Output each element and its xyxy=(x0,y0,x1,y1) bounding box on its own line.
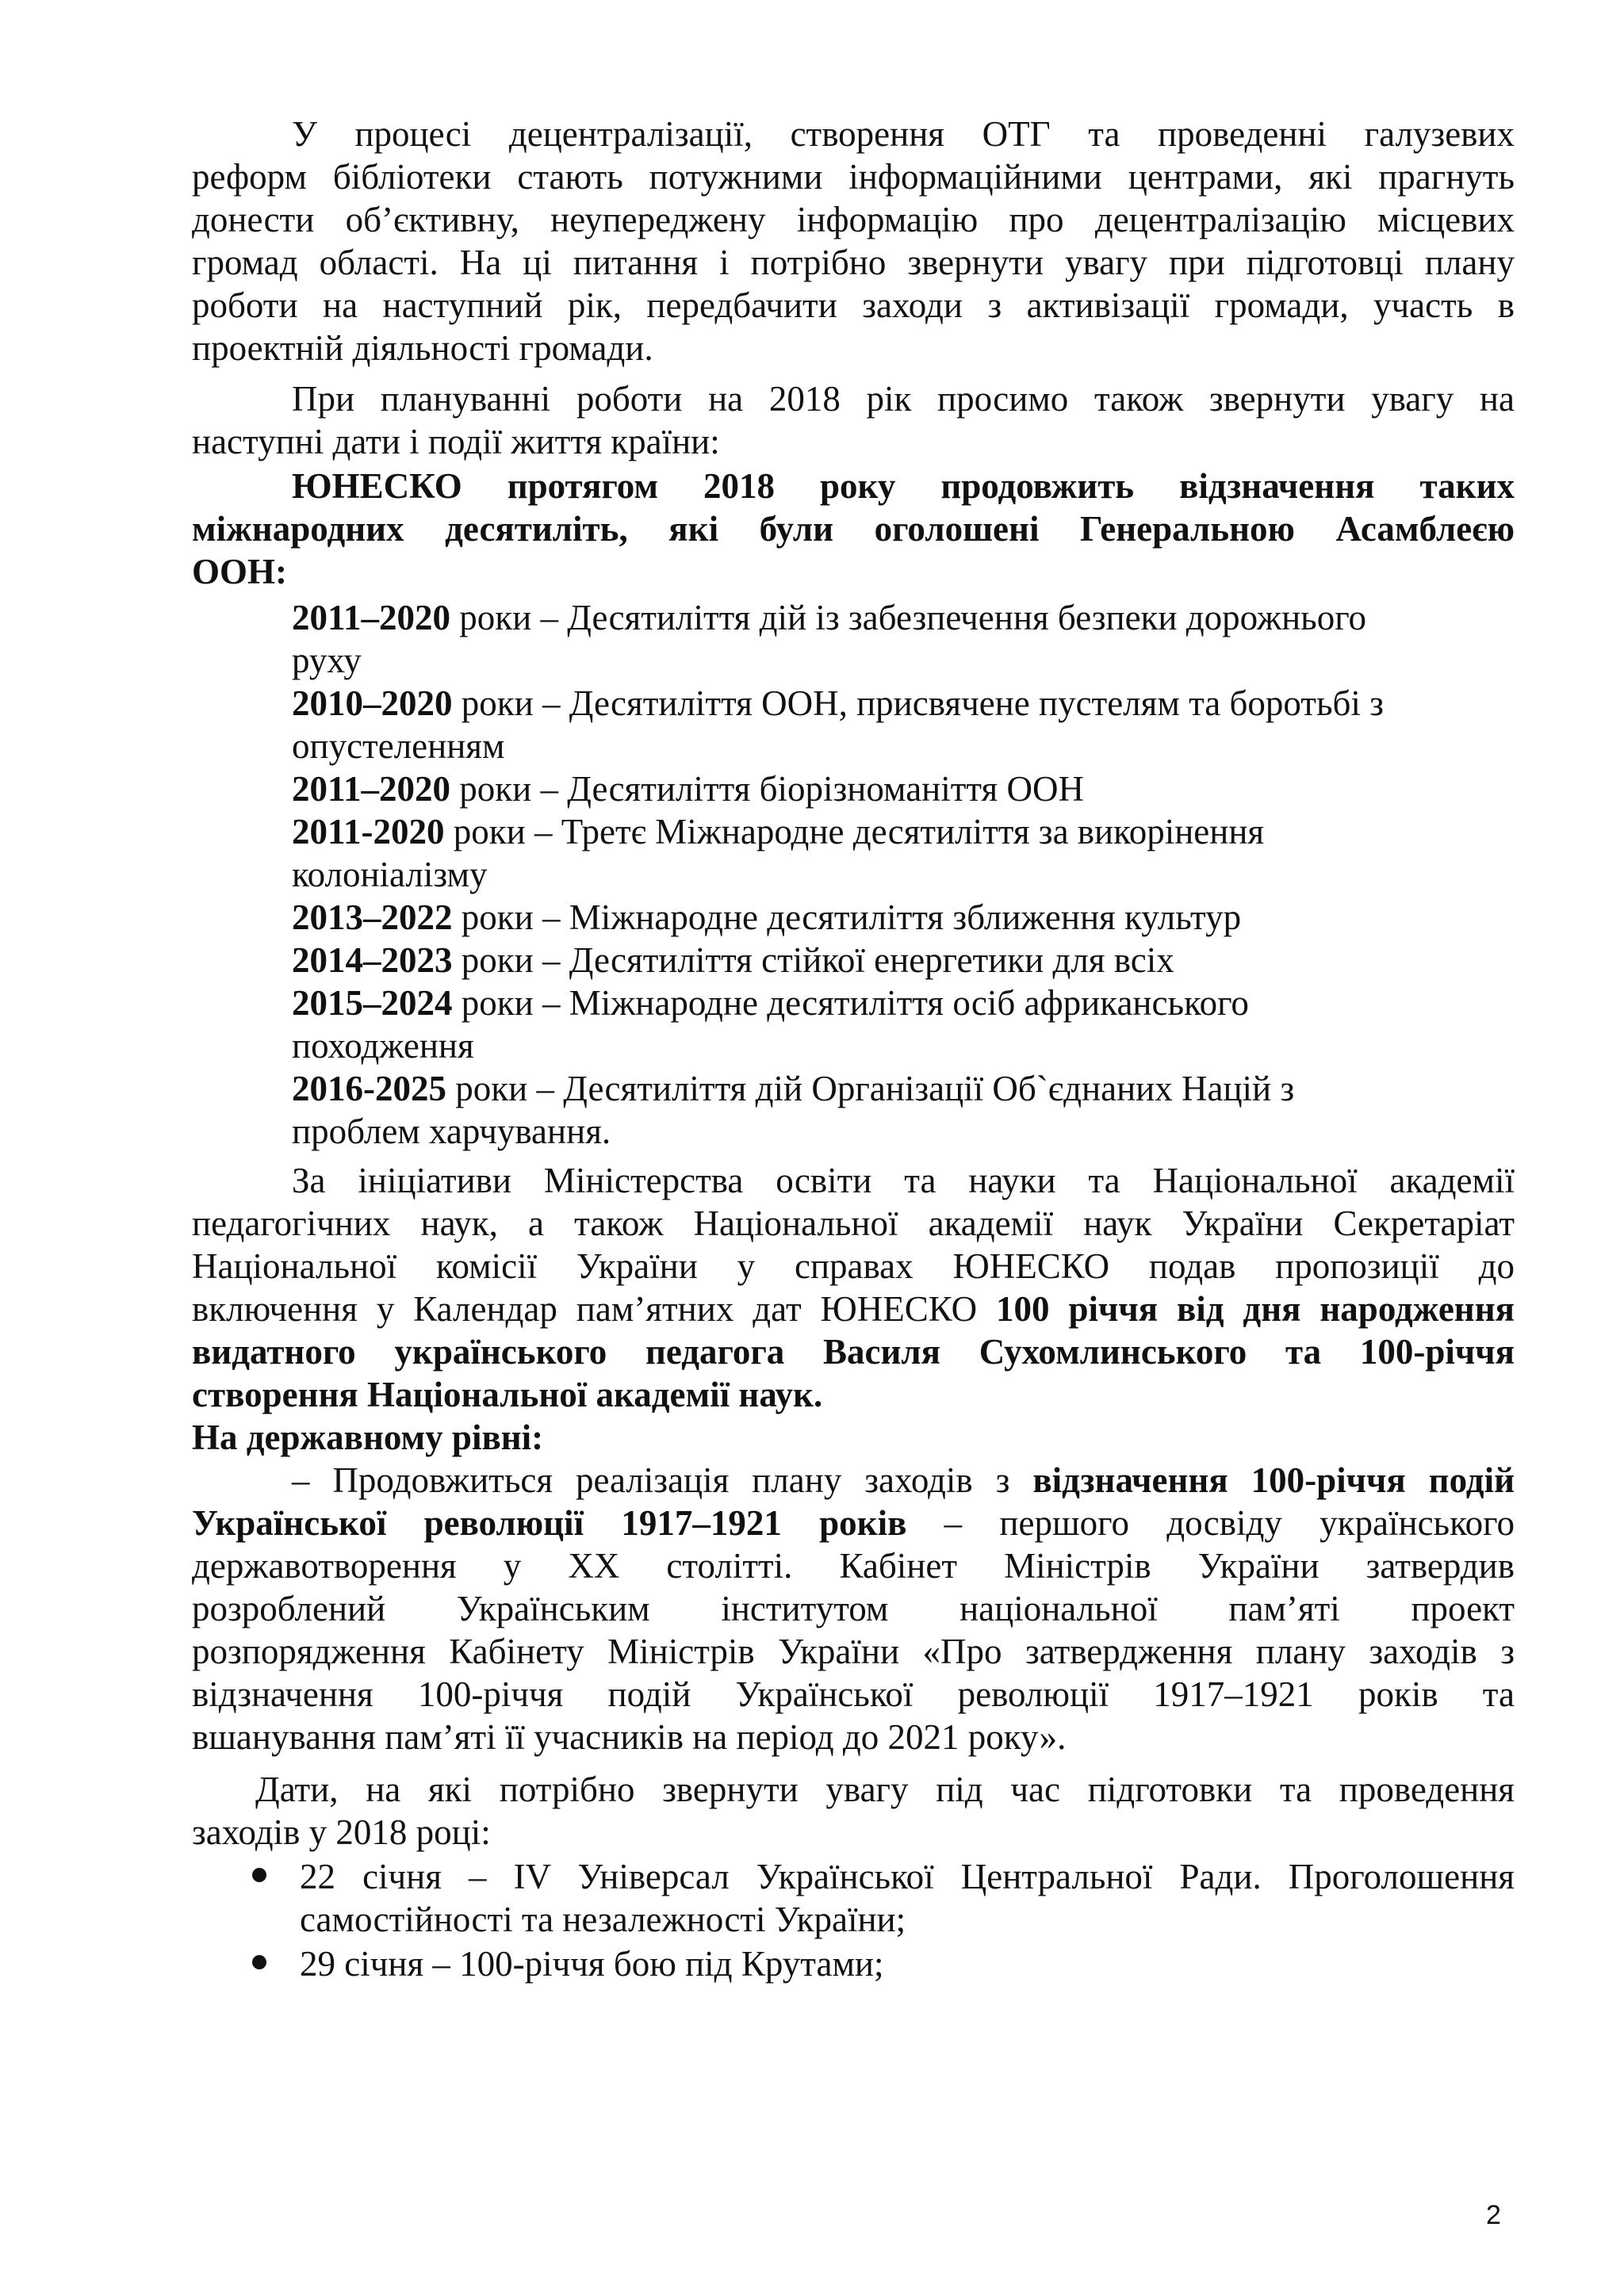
text-line: опустеленням xyxy=(292,726,505,766)
text-run: – першого досвіду українського xyxy=(906,1503,1515,1543)
list-item-text xyxy=(300,1942,1515,1985)
decade-years: 2016-2025 xyxy=(292,1069,446,1108)
text-line xyxy=(292,939,1481,982)
text-line: руху xyxy=(292,641,362,680)
text-line: Дати, на які потрібно звернути увагу під час підготовки та проведення xyxy=(255,1770,1515,1809)
text-line xyxy=(292,682,1481,725)
text-line: заходів у 2018 році: xyxy=(192,1812,491,1852)
text-line: міжнародних десятиліть, які були оголошені Генеральною Асамблеєю xyxy=(192,509,1515,549)
text-line: ЮНЕСКО протягом 2018 року продовжить відзначення таких xyxy=(292,466,1515,506)
text-line: 29 січня – 100-річчя бою під Крутами; xyxy=(300,1944,884,1984)
decade-item xyxy=(292,682,1481,767)
decade-title: роки – Десятиліття дій із забезпечення безпеки дорожнього xyxy=(450,598,1367,637)
decades-list xyxy=(292,596,1481,1153)
text-line xyxy=(192,1459,1515,1502)
text-line xyxy=(292,810,1481,853)
text-line xyxy=(292,596,1481,639)
decade-years: 2011–2020 xyxy=(292,598,451,637)
text-line: наступні дати і події життя країни: xyxy=(192,422,720,461)
text-line: розроблений Українським інститутом національної пам’яті проект xyxy=(192,1589,1515,1628)
decade-years: 2013–2022 xyxy=(292,897,453,937)
paragraph-initiative xyxy=(192,1159,1515,1416)
decade-title: роки – Третє Міжнародне десятиліття за викорінення xyxy=(444,812,1265,851)
text-line: проблем харчування. xyxy=(292,1112,611,1151)
text-line xyxy=(192,1502,1515,1544)
decade-item xyxy=(292,596,1481,682)
text-line xyxy=(292,896,1481,939)
text-line: На державному рівні: xyxy=(192,1418,544,1457)
text-line: донести об’єктивну, неупереджену інформацію про децентралізацію місцевих xyxy=(192,200,1515,239)
text-line: вшанування пам’яті її учасників на період до 2021 року». xyxy=(192,1717,1067,1757)
text-line xyxy=(292,982,1481,1024)
text-run: – Продовжиться реалізація плану заходів з xyxy=(292,1460,1033,1500)
text-line: державотворення у ХХ столітті. Кабінет Міністрів України затвердив xyxy=(192,1546,1515,1586)
decade-title: роки – Міжнародне десятиліття зближення культур xyxy=(452,897,1242,937)
decade-title: роки – Десятиліття дій Організації Об`єднаних Націй з xyxy=(446,1069,1295,1108)
text-line: походження xyxy=(292,1026,474,1066)
text-run-bold: 100 річчя від дня народження xyxy=(996,1289,1515,1329)
text-line: При плануванні роботи на 2018 рік просимо також звернути увагу на xyxy=(292,379,1515,419)
decade-item xyxy=(292,939,1481,982)
text-line: За ініціативи Міністерства освіти та науки та Національної академії xyxy=(292,1161,1515,1200)
text-line: роботи на наступний рік, передбачити заходи з активізації громади, участь в xyxy=(192,285,1515,325)
decade-item xyxy=(292,810,1481,896)
text-line: реформ бібліотеки стають потужними інформаційними центрами, які прагнуть xyxy=(192,157,1515,197)
decade-item xyxy=(292,1067,1481,1153)
decade-years: 2011–2020 xyxy=(292,769,451,809)
text-line: громад області. На ці питання і потрібно звернути увагу при підготовці плану xyxy=(192,243,1515,282)
text-line: колоніалізму xyxy=(292,855,488,894)
bullet-icon xyxy=(252,1955,266,1969)
text-line: ООН: xyxy=(192,552,287,591)
decade-years: 2011-2020 xyxy=(292,812,445,851)
text-line: 22 січня – IV Універсал Української Центральної Ради. Проголошення xyxy=(300,1857,1515,1896)
text-line: самостійності та незалежності України; xyxy=(300,1900,906,1939)
paragraph-dates xyxy=(192,1768,1515,1854)
text-line: проектній діяльності громади. xyxy=(192,328,653,368)
text-line xyxy=(292,1067,1481,1110)
text-run-bold: Української революції 1917–1921 років xyxy=(192,1503,907,1543)
decade-years: 2010–2020 xyxy=(292,683,453,723)
decade-title: роки – Десятиліття стійкої енергетики для всіх xyxy=(452,940,1174,980)
text-line: створення Національної академії наук. xyxy=(192,1375,823,1414)
text-line: відзначення 100-річчя подій Української революції 1917–1921 років та xyxy=(192,1674,1515,1714)
decade-item xyxy=(292,767,1481,810)
text-line: У процесі децентралізації, створення ОТГ та проведенні галузевих xyxy=(292,114,1515,154)
text-line xyxy=(292,767,1481,810)
text-line: розпорядження Кабінету Міністрів України «Про затвердження плану заходів з xyxy=(192,1632,1515,1671)
paragraph-decentralization xyxy=(192,113,1515,369)
unesco-heading xyxy=(192,465,1515,593)
list-item-text xyxy=(300,1855,1515,1941)
text-run: включення у Календар пам’ятних дат ЮНЕСКО xyxy=(192,1289,997,1329)
decade-item xyxy=(292,896,1481,939)
bullet-icon xyxy=(252,1868,266,1882)
text-run-bold: відзначення 100-річчя подій xyxy=(1032,1460,1515,1500)
text-line xyxy=(192,1288,1515,1330)
state-level-heading xyxy=(192,1416,1515,1459)
decade-title: роки – Десятиліття біорізноманіття ООН xyxy=(450,769,1084,809)
text-line: Національної комісії України у справах ЮНЕСКО подав пропозиції до xyxy=(192,1246,1515,1286)
text-line: видатного українського педагога Василя Сухомлинського та 100-річчя xyxy=(192,1332,1515,1372)
page-number: 2 xyxy=(1486,2200,1501,2230)
paragraph-planning xyxy=(192,377,1515,463)
decade-years: 2015–2024 xyxy=(292,983,453,1023)
decade-title: роки – Десятиліття ООН, присвячене пустелям та боротьбі з xyxy=(452,683,1384,723)
paragraph-revolution xyxy=(192,1459,1515,1758)
decade-title: роки – Міжнародне десятиліття осіб африканського xyxy=(452,983,1249,1023)
text-line: педагогічних наук, а також Національної академії наук України Секретаріат xyxy=(192,1203,1515,1243)
decade-years: 2014–2023 xyxy=(292,940,453,980)
decade-item xyxy=(292,982,1481,1067)
